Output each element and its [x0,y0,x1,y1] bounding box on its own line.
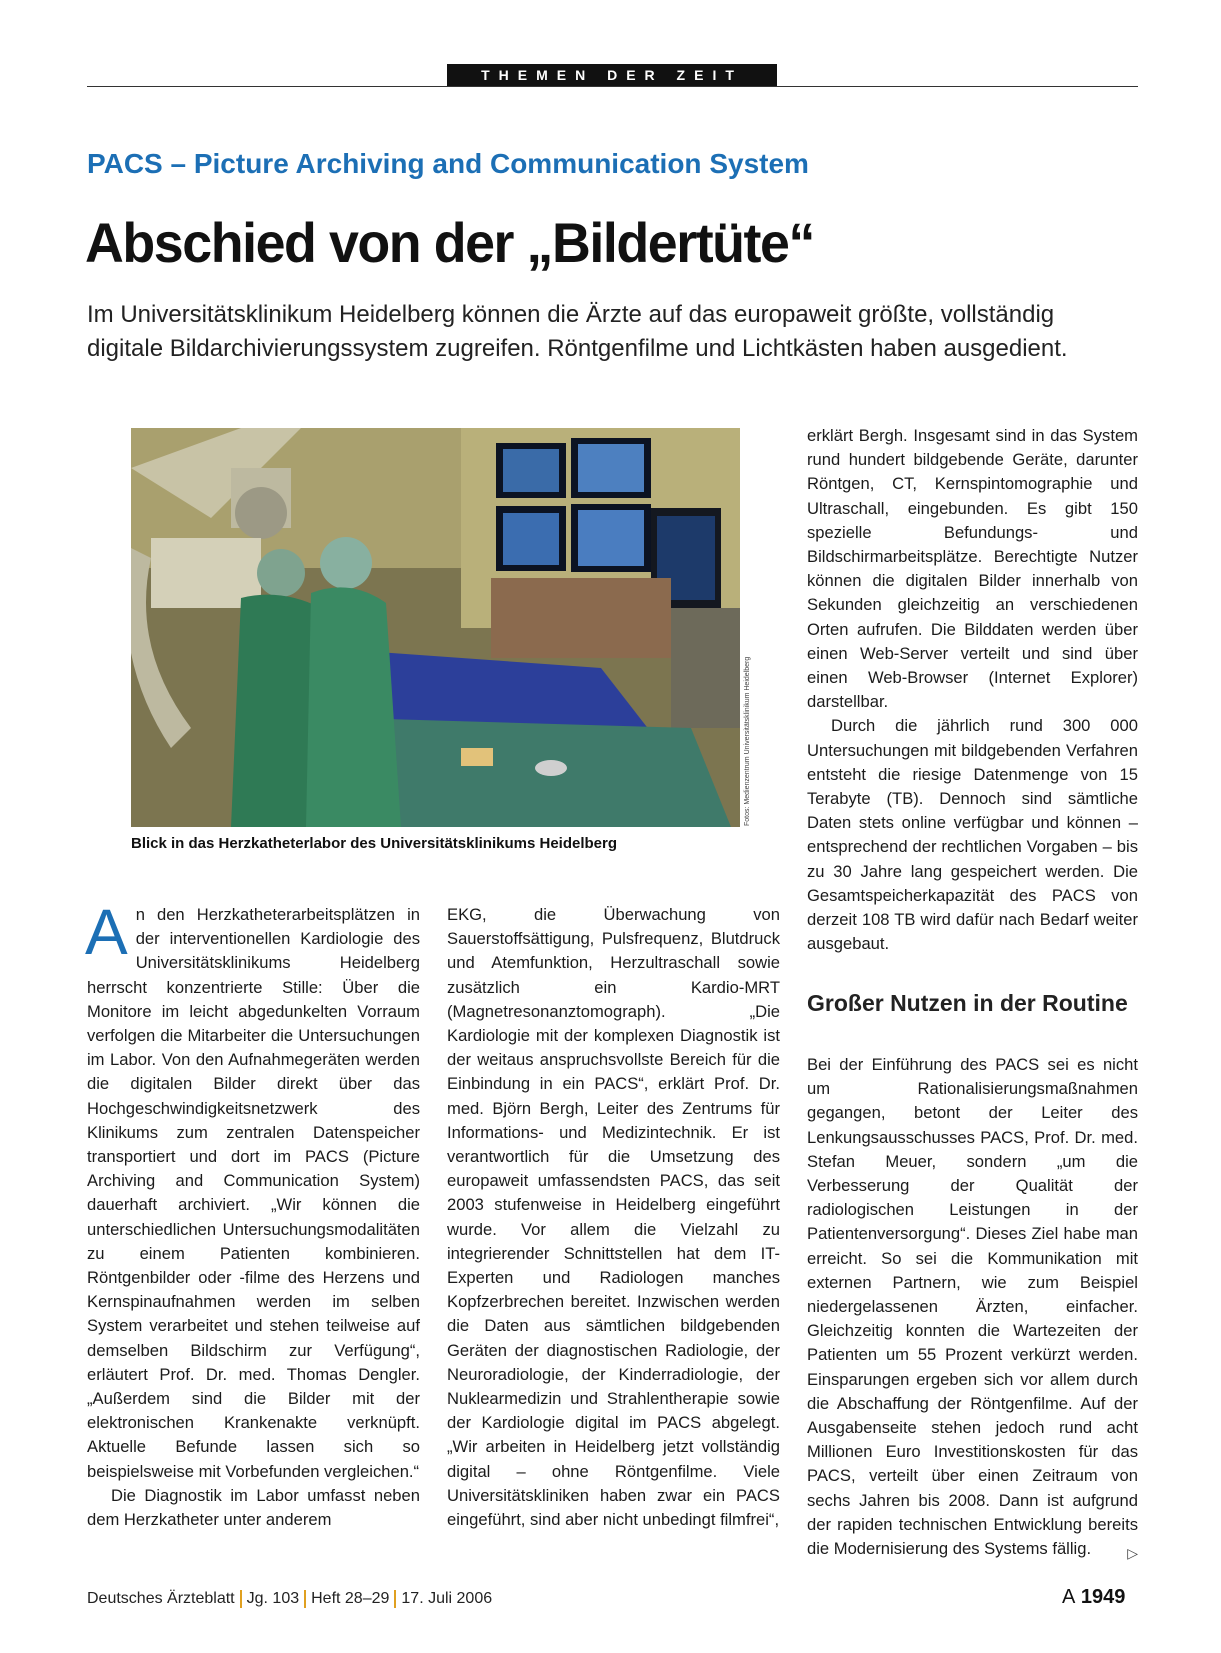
journal-issue: Heft 28–29 [311,1590,390,1608]
journal-name: Deutsches Ärzteblatt [87,1590,235,1608]
section-subhead: Großer Nutzen in der Routine [807,990,1128,1016]
text-column-3-bottom [807,1053,1138,1565]
footer-separator [304,1590,306,1608]
paragraph: Durch die jährlich rund 300 000 Untersuchungen mit bildgebenden Verfahren entsteht die riesige Datenmenge von 15 Terabyte (TB). Dennoch sind sämtliche Daten stets online verfügbar und können – entsprechend der rechtlichen Vorgaben – bis zu 30 Jahre lang gespeichert werden. Die Gesamtspeicherkapazität des PACS von derzeit 108 TB wird dafür nach Bedarf weiter ausgebaut. [807,716,1138,954]
paragraph: EKG, die Überwachung von Sauerstoffsättigung, Pulsfrequenz, Blutdruck und Atemfunktion, Herzultraschall sowie zusätzlich ein Kardio-MRT (Magnetresonanztomograph). „Die Kardiologie mit der komplexen Diagnostik ist der weitaus anspruchsvollste Bereich für die Einbindung in ein PACS“, erklärt Prof. Dr. med. Björn Bergh, Leiter des Zentrums für Informations- und Medizintechnik. Er ist verantwortlich für die Umsetzung des europaweit umfassendsten PACS, das seit 2003 stufenweise in Heidelberg eingeführt wurde. Vor allem die Vielzahl zu integrierender Schnittstellen hat dem IT-Experten und Radiologen manches Kopfzerbrechen bereitet. Inzwischen werden die Daten aus sämtlichen bildgebenden Geräten der diagnostischen Radiologie, der Neuroradiologie, der Kinderradiologie, der Nuklearmedizin und Strahlentherapie sowie der Kardiologie digital im PACS abgelegt. „Wir arbeiten in Heidelberg jetzt vollständig digital – ohne Röntgenfilme. Viele Universitätskliniken haben zwar ein PACS eingeführt, sind aber nicht unbedingt filmfrei“, [447,905,780,1530]
paragraph-text: n den Herzkatheterarbeitsplätzen in der interventionellen Kardiologie des Universitätsklinikums Heidelberg herrscht konzentrierte Stille: Über die Monitore im leicht abgedunkelten Vorraum verfolgen die Mitarbeiter die Untersuchungen im Labor. Von den Aufnahmegeräten werden die digitalen Bilder direkt über das Hochgeschwindigkeitsnetzwerk des Klinikums zum zentralen Datenspeicher transportiert und dort im PACS (Picture Archiving and Communication System) dauerhaft archiviert. „Wir können die unterschiedlichen Untersuchungsmodalitäten zu einem Patienten kombinieren. Röntgenbilder oder -filme des Herzens und Kernspinaufnahmen werden im selben System verarbeitet und stehen teilweise auf demselben Bildschirm zur Verfügung“, erläutert Prof. Dr. med. Thomas Dengler. „Außerdem sind die Bilder mit der elektronischen Krankenakte verknüpft. Aktuelle Befunde lassen sich so beispielsweise mit Vorbefunden vergleichen.“ [87,905,420,1481]
text-column-3-top [807,424,1138,956]
footer-separator [394,1590,396,1608]
header-rule [87,86,1138,87]
page-number [1062,1586,1125,1609]
article-deck [87,298,1147,366]
drop-cap: A [85,896,128,968]
section-tag: THEMEN DER ZEIT [447,64,777,86]
paragraph: erklärt Bergh. Insgesamt sind in das System rund hundert bildgebende Geräte, darunter Röntgen, CT, Kernspintomographie und Ultraschall, eingebunden. Es gibt 150 spezielle Befundungs- und Bildschirmarbeitsplätze. Berechtigte Nutzer können die digitalen Bilder innerhalb von Sekunden gleichzeitig an verschiedenen Orten aufrufen. Die Bilddaten werden über einen Web-Server verteilt und sind über einen Web-Browser (Internet Explorer) darstellbar. [807,426,1138,712]
text-column-2 [447,903,780,1532]
deck-line: digitale Bildarchivierungssystem zugreifen. Röntgenfilme und Lichtkästen haben ausgedient. [87,335,1068,362]
paragraph [807,1053,1138,1561]
photo-caption: Blick in das Herzkatheterlabor des Universitätsklinikums Heidelberg [131,835,618,852]
deck-line: Im Universitätsklinikum Heidelberg können die Ärzte auf das europaweit größte, vollständig [87,301,1055,328]
continue-arrow-icon: ▷ [1127,1545,1138,1562]
photo-credit: Fotos: Medienzentrum Universitätsklinikum Heidelberg [744,656,751,826]
journal-date: 17. Juli 2006 [401,1590,493,1608]
paragraph [85,896,420,1484]
page-prefix: A [1062,1586,1076,1608]
article-headline: Abschied von der „Bildertüte“ [85,211,814,274]
page-number-value: 1949 [1080,1586,1126,1608]
footer-separator [240,1590,242,1608]
journal-volume: Jg. 103 [246,1590,300,1608]
article-photo [131,428,740,827]
text-column-1 [85,896,420,1532]
article-kicker: PACS – Picture Archiving and Communication System [87,148,809,179]
paragraph-text: Bei der Einführung des PACS sei es nicht um Rationalisierungsmaßnahmen gegangen, betont der Leiter des Lenkungsausschusses PACS, Prof. Dr. med. Stefan Meuer, sondern „um die Verbesserung der Qualität der radiologischen Leistungen in der Patientenversorgung“. Dieses Ziel habe man erreicht. So sei die Kommunikation mit externen Partnern, wie zum Beispiel niedergelassenen Ärzten, einfacher. Gleichzeitig konnten die Wartezeiten der Patienten um 55 Prozent verkürzt werden. Einsparungen ergeben sich vor allem durch die Abschaffung der Röntgenfilme. Auf der Ausgabenseite stehen jedoch rund acht Millionen Euro Investitionskosten für das PACS, verteilt über einen Zeitraum von sechs Jahren bis 2008. Dann ist aufgrund der rapiden technischen Entwicklung bereits die Modernisierung des Systems fällig. [807,1055,1138,1559]
paragraph: Die Diagnostik im Labor umfasst neben dem Herzkatheter unter anderem [87,1485,420,1530]
footer-citation [87,1590,492,1608]
